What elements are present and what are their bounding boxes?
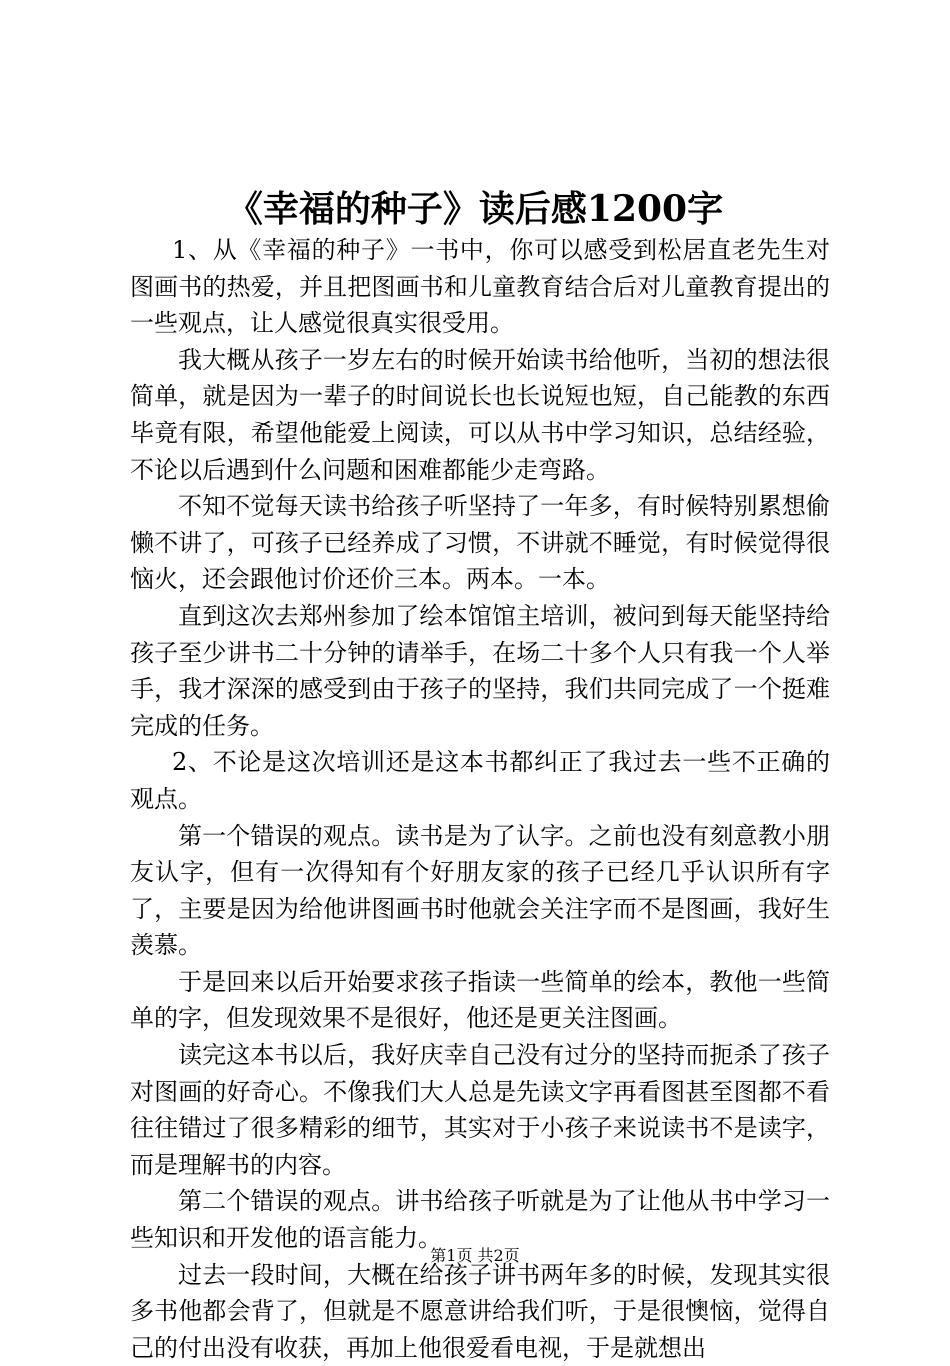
paragraph-1: 1、从《幸福的种子》一书中，你可以感受到松居直老先生对图画书的热爱，并且把图画书和儿童教育结合后对儿童教育提出的一些观点，让人感觉很真实很受用。 [130, 236, 830, 338]
paragraph-3: 不知不觉每天读书给孩子听坚持了一年多，有时候特别累想偷懒不讲了，可孩子已经养成了习惯，不讲就不睡觉，有时候觉得很恼火，还会跟他讨价还价三本。两本。一本。 [130, 492, 830, 594]
paragraph-6: 第一个错误的观点。读书是为了认字。之前也没有刻意教小朋友认字，但有一次得知有个好朋友家的孩子已经几乎认识所有字了，主要是因为给他讲图画书时他就会关注字而不是图画，我好生羡慕。 [130, 821, 830, 960]
paragraph-8: 读完这本书以后，我好庆幸自己没有过分的坚持而扼杀了孩子对图画的好奇心。不像我们大人总是先读文字再看图甚至图都不看往往错过了很多精彩的细节，其实对于小孩子来说读书不是读字，而是理解书的内容。 [130, 1041, 830, 1179]
document-body [130, 232, 830, 1366]
paragraph-9: 第二个错误的观点。讲书给孩子听就是为了让他从书中学习一些知识和开发他的语言能力。 [130, 1187, 830, 1253]
paragraph-7: 于是回来以后开始要求孩子指读一些简单的绘本，教他一些简单的字，但发现效果不是很好，他还是更关注图画。 [130, 967, 830, 1033]
document-title: 《幸福的种子》读后感1200字 [226, 188, 724, 230]
paragraph-10: 过去一段时间，大概在给孩子讲书两年多的时候，发现其实很多书他都会背了，但就是不愿意讲给我们听，于是很懊恼，觉得自己的付出没有收获，再加上他很爱看电视，于是就想出 [130, 1260, 830, 1362]
paragraph-4: 直到这次去郑州参加了绘本馆馆主培训，被问到每天能坚持给孩子至少讲书二十分钟的请举手，在场二十多个人只有我一个人举手，我才深深的感受到由于孩子的坚持，我们共同完成了一个挺难完成的任务。 [130, 601, 830, 740]
page-footer: 第1页 共2页 [430, 1246, 520, 1265]
paragraph-2: 我大概从孩子一岁左右的时候开始读书给他听，当初的想法很简单，就是因为一辈子的时间说长也长说短也短，自己能教的东西毕竟有限，希望他能爱上阅读，可以从书中学习知识，总结经验，不论以后遇到什么问题和困难都能少走弯路。 [130, 345, 830, 484]
paragraph-5: 2、不论是这次培训还是这本书都纠正了我过去一些不正确的观点。 [130, 748, 830, 813]
